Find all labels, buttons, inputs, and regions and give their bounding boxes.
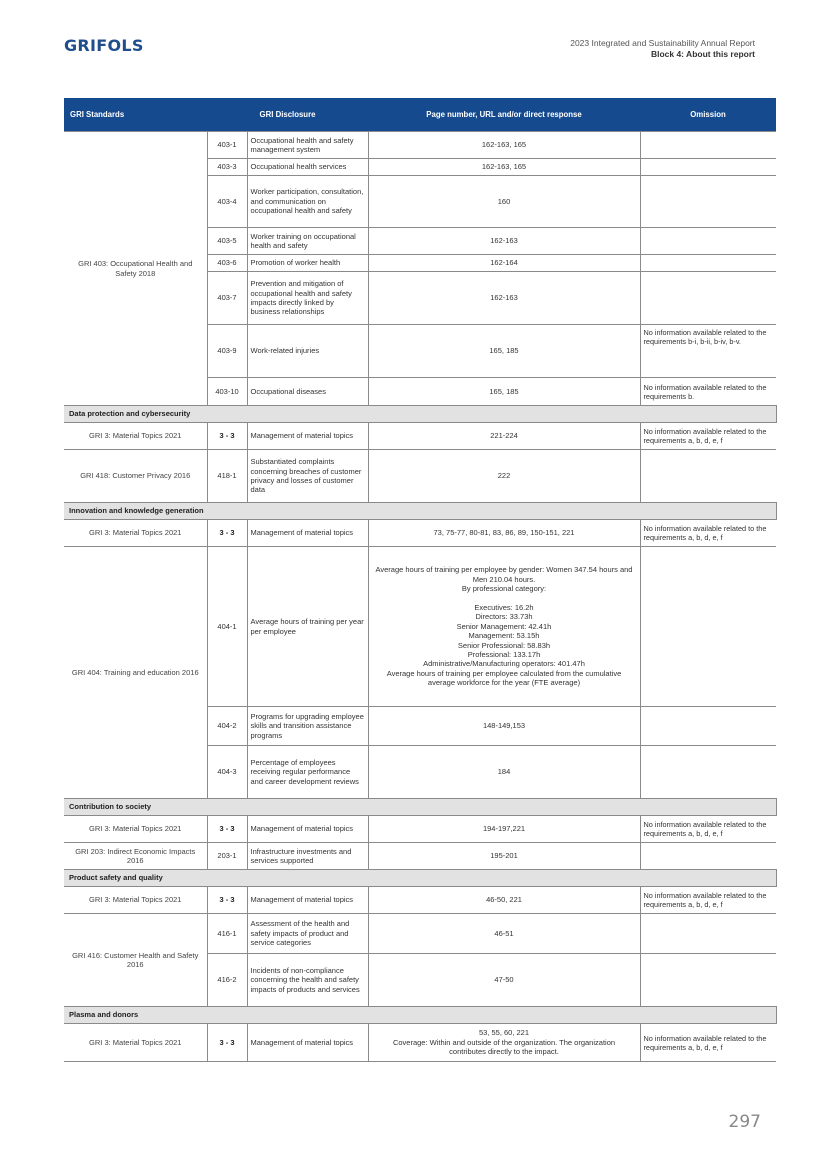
detail-line: Senior Management: 42.41h [456,621,552,631]
detail-line: Senior Professional: 58.83h [457,640,551,650]
gri-index-table [64,98,777,1062]
detail-spacer [375,594,634,603]
page-reference: 221-224 [368,423,640,450]
disclosure-code: 3 - 3 [207,1024,247,1062]
omission-cell [640,954,776,1007]
disclosure-title: Assessment of the health and safety impacts of product and service categories [247,914,368,954]
page-reference: 222 [368,450,640,503]
omission-cell: No information available related to the requirements a, b, d, e, f [640,1024,776,1062]
disclosure-title: Substantiated complaints concerning breaches of customer privacy and losses of customer data [247,450,368,503]
table-row [64,132,776,159]
disclosure-title: Work-related injuries [247,325,368,378]
disclosure-title: Management of material topics [247,887,368,914]
page-reference: 47-50 [368,954,640,1007]
disclosure-title: Occupational health services [247,159,368,176]
page-reference: 195-201 [368,843,640,870]
table-row [64,450,776,503]
omission-cell [640,255,776,272]
page-reference: 162-163, 165 [368,159,640,176]
omission-cell: No information available related to the requirements b-i, b-ii, b-iv, b-v. [640,325,776,378]
disclosure-code: 404-3 [207,746,247,799]
standard-cell: GRI 203: Indirect Economic Impacts 2016 [64,843,207,870]
disclosure-code: 404-2 [207,707,247,746]
col-gri-disclosure: GRI Disclosure [207,98,368,132]
page-reference: 162-163 [368,228,640,255]
section-title: Innovation and knowledge generation [64,503,776,520]
page-reference: 162-163, 165 [368,132,640,159]
table-header-row [64,98,776,132]
col-gri-standards: GRI Standards [64,98,207,132]
disclosure-title: Infrastructure investments and services supported [247,843,368,870]
standard-cell: GRI 3: Material Topics 2021 [64,520,207,547]
page-reference: 160 [368,176,640,228]
disclosure-code: 403-5 [207,228,247,255]
omission-cell [640,176,776,228]
page-reference: 46-51 [368,914,640,954]
omission-cell [640,914,776,954]
disclosure-title: Occupational diseases [247,378,368,406]
section-title: Contribution to society [64,799,776,816]
detail-line: Average hours of training per employee calculated from the cumulative average workforce for the year (FTE average) [386,668,622,688]
standard-cell: GRI 416: Customer Health and Safety 2016 [64,914,207,1007]
disclosure-title: Average hours of training per year per employee [247,547,368,707]
col-omission: Omission [640,98,776,132]
disclosure-code: 403-1 [207,132,247,159]
disclosure-code: 3 - 3 [207,520,247,547]
omission-cell [640,132,776,159]
standard-cell: GRI 404: Training and education 2016 [64,547,207,799]
omission-cell: No information available related to the requirements b. [640,378,776,406]
table-row [64,520,776,547]
table-row [64,816,776,843]
report-header [570,38,755,60]
omission-cell [640,228,776,255]
section-row-data-protection [64,406,776,423]
detail-line: Directors: 33.73h [475,612,533,622]
standard-cell: GRI 3: Material Topics 2021 [64,1024,207,1062]
page-number: 297 [728,1112,761,1132]
section-row-product-safety [64,870,776,887]
disclosure-code: 403-10 [207,378,247,406]
grifols-logo: GRIFOLS [64,36,144,55]
omission-cell [640,843,776,870]
section-title: Product safety and quality [64,870,776,887]
omission-cell [640,450,776,503]
page-reference: 165, 185 [368,378,640,406]
page-reference: 46-50, 221 [368,887,640,914]
disclosure-code: 3 - 3 [207,816,247,843]
disclosure-title: Programs for upgrading employee skills and transition assistance programs [247,707,368,746]
page-reference [368,1024,640,1062]
omission-cell [640,707,776,746]
omission-cell [640,159,776,176]
disclosure-code: 418-1 [207,450,247,503]
detail-line: Management: 53.15h [468,631,540,641]
omission-cell: No information available related to the requirements a, b, d, e, f [640,423,776,450]
table-row [64,547,776,707]
section-title: Data protection and cybersecurity [64,406,776,423]
omission-cell [640,547,776,707]
detail-line: Administrative/Manufacturing operators: 401.47h [423,659,585,669]
page-reference: 184 [368,746,640,799]
coverage-note: Coverage: Within and outside of the organization. The organization contributes directly to the impact. [392,1037,616,1057]
detail-line: Executives: 16.2h [474,602,534,612]
table-row [64,1024,776,1062]
disclosure-code: 203-1 [207,843,247,870]
disclosure-title: Percentage of employees receiving regular performance and career development reviews [247,746,368,799]
table-row [64,887,776,914]
disclosure-title: Management of material topics [247,816,368,843]
disclosure-title: Management of material topics [247,520,368,547]
detail-line: Professional: 133.17h [467,650,541,659]
disclosure-title: Incidents of non-compliance concerning the health and safety impacts of products and services [247,954,368,1007]
detail-line: Average hours of training per employee by gender: Women 347.54 hours and Men 210.04 hours. [375,565,633,584]
disclosure-code: 403-3 [207,159,247,176]
disclosure-code: 403-4 [207,176,247,228]
section-title: Plasma and donors [64,1007,776,1024]
disclosure-title: Promotion of worker health [247,255,368,272]
disclosure-title: Worker training on occupational health and safety [247,228,368,255]
omission-cell [640,746,776,799]
page-reference: 73, 75-77, 80-81, 83, 86, 89, 150-151, 221 [368,520,640,547]
standard-cell: GRI 3: Material Topics 2021 [64,816,207,843]
omission-cell [640,272,776,325]
omission-cell: No information available related to the requirements a, b, d, e, f [640,816,776,843]
disclosure-code: 403-9 [207,325,247,378]
table-row [64,914,776,954]
table-row [64,843,776,870]
disclosure-title: Worker participation, consultation, and communication on occupational health and safety [247,176,368,228]
table-row [64,423,776,450]
disclosure-code: 416-1 [207,914,247,954]
disclosure-code: 404-1 [207,547,247,707]
disclosure-title: Management of material topics [247,423,368,450]
detail-line: By professional category: [461,584,547,594]
report-title: 2023 Integrated and Sustainability Annual Report [570,38,755,48]
omission-cell: No information available related to the requirements a, b, d, e, f [640,887,776,914]
disclosure-title: Management of material topics [247,1024,368,1062]
standard-cell: GRI 418: Customer Privacy 2016 [64,450,207,503]
disclosure-title: Prevention and mitigation of occupational health and safety impacts directly linked by business relationships [247,272,368,325]
omission-cell: No information available related to the requirements a, b, d, e, f [640,520,776,547]
block-title: Block 4: About this report [650,49,755,59]
disclosure-code: 3 - 3 [207,887,247,914]
standard-cell: GRI 403: Occupational Health and Safety 2018 [64,132,207,406]
page-reference: 148-149,153 [368,707,640,746]
disclosure-title: Occupational health and safety management system [247,132,368,159]
standard-cell: GRI 3: Material Topics 2021 [64,887,207,914]
disclosure-code: 416-2 [207,954,247,1007]
standard-cell: GRI 3: Material Topics 2021 [64,423,207,450]
disclosure-code: 403-7 [207,272,247,325]
page-reference: 165, 185 [368,325,640,378]
page-reference: 162-164 [368,255,640,272]
page-numbers: 53, 55, 60, 221 [478,1028,530,1038]
training-hours-detail [368,547,640,707]
disclosure-code: 3 - 3 [207,423,247,450]
page-reference: 194-197,221 [368,816,640,843]
section-row-innovation [64,503,776,520]
col-page-number: Page number, URL and/or direct response [368,98,640,132]
section-row-society [64,799,776,816]
page-reference: 162-163 [368,272,640,325]
disclosure-code: 403-6 [207,255,247,272]
section-row-plasma [64,1007,776,1024]
